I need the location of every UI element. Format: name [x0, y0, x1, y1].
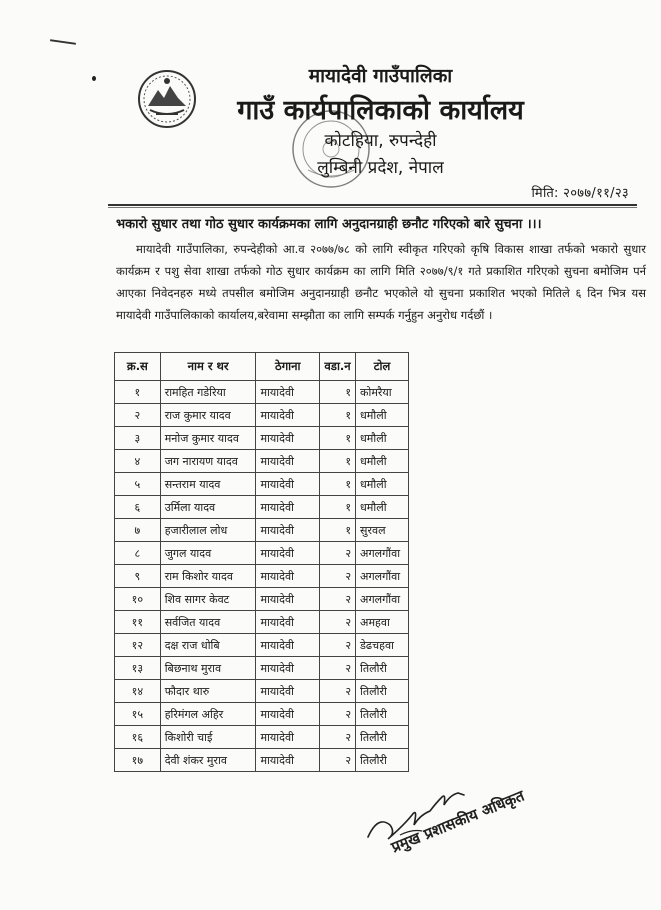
cell-address: मायादेवी	[256, 588, 320, 611]
cell-tole: अगलगौंवा	[356, 588, 409, 611]
cell-tole: कोमरैया	[356, 381, 409, 404]
cell-address: मायादेवी	[256, 404, 320, 427]
cell-ward: २	[320, 565, 356, 588]
cell-address: मायादेवी	[256, 680, 320, 703]
column-header-sn: क्र.स	[115, 353, 161, 381]
cell-sn: ३	[115, 427, 161, 450]
table-row	[115, 542, 409, 565]
province-country: लुम्बिनी प्रदेश, नेपाल	[317, 158, 444, 178]
table-row	[115, 450, 409, 473]
scan-mark	[50, 39, 76, 45]
cell-tole: धमौली	[356, 404, 409, 427]
column-header-address: ठेगाना	[256, 353, 320, 381]
cell-sn: ९	[115, 565, 161, 588]
cell-name: जग नारायण यादव	[160, 450, 256, 473]
cell-sn: ५	[115, 473, 161, 496]
cell-ward: २	[320, 657, 356, 680]
cell-tole: अगलगौंवा	[356, 565, 409, 588]
cell-address: मायादेवी	[256, 473, 320, 496]
cell-address: मायादेवी	[256, 634, 320, 657]
cell-name: सन्तराम यादव	[160, 473, 256, 496]
cell-tole: धमौली	[356, 450, 409, 473]
cell-ward: २	[320, 611, 356, 634]
cell-tole: तिलौरी	[356, 657, 409, 680]
table-row	[115, 565, 409, 588]
cell-sn: २	[115, 404, 161, 427]
cell-address: मायादेवी	[256, 657, 320, 680]
cell-ward: १	[320, 496, 356, 519]
table-row	[115, 519, 409, 542]
cell-tole: धमौली	[356, 427, 409, 450]
cell-tole: तिलौरी	[356, 703, 409, 726]
cell-name: बिछनाथ मुराव	[160, 657, 256, 680]
cell-ward: १	[320, 473, 356, 496]
office-title: गाउँ कार्यपालिकाको कार्यालय	[237, 95, 524, 126]
column-header-tole: टोल	[356, 353, 409, 381]
cell-name: राम किशोर यादव	[160, 565, 256, 588]
header-divider-thin	[108, 207, 637, 208]
cell-ward: २	[320, 680, 356, 703]
cell-tole: तिलौरी	[356, 749, 409, 772]
cell-ward: २	[320, 726, 356, 749]
cell-address: मायादेवी	[256, 611, 320, 634]
cell-sn: ७	[115, 519, 161, 542]
cell-name: हरिमंगल अहिर	[160, 703, 256, 726]
table-row	[115, 611, 409, 634]
cell-sn: १३	[115, 657, 161, 680]
office-location: कोटहिया, रुपन्देही	[324, 131, 437, 151]
cell-sn: १४	[115, 680, 161, 703]
table-row	[115, 496, 409, 519]
cell-ward: १	[320, 427, 356, 450]
cell-name: मनोज कुमार यादव	[160, 427, 256, 450]
cell-address: मायादेवी	[256, 496, 320, 519]
cell-address: मायादेवी	[256, 381, 320, 404]
cell-ward: १	[320, 450, 356, 473]
cell-ward: २	[320, 703, 356, 726]
cell-sn: १७	[115, 749, 161, 772]
cell-tole: अमहवा	[356, 611, 409, 634]
cell-name: फौदार थारु	[160, 680, 256, 703]
cell-ward: २	[320, 542, 356, 565]
cell-name: उर्मिला यादव	[160, 496, 256, 519]
cell-address: मायादेवी	[256, 542, 320, 565]
table-row	[115, 473, 409, 496]
notice-subject: भकारो सुधार तथा गोठ सुधार कार्यक्रमका लागि अनुदानग्राही छनौट गरिएको बारे सुचना ।।।	[116, 217, 542, 232]
cell-sn: १५	[115, 703, 161, 726]
column-header-ward: वडा.न	[320, 353, 356, 381]
cell-tole: अगलगौंवा	[356, 542, 409, 565]
header-divider	[108, 204, 637, 206]
cell-address: मायादेवी	[256, 519, 320, 542]
beneficiary-table	[114, 352, 409, 772]
cell-name: दक्ष राज धोबि	[160, 634, 256, 657]
cell-ward: १	[320, 404, 356, 427]
cell-ward: १	[320, 381, 356, 404]
municipality-name: मायादेवी गाउँपालिका	[308, 65, 453, 87]
cell-tole: तिलौरी	[356, 680, 409, 703]
cell-sn: ४	[115, 450, 161, 473]
table-row	[115, 404, 409, 427]
cell-sn: ११	[115, 611, 161, 634]
table-row	[115, 749, 409, 772]
cell-name: हजारीलाल लोध	[160, 519, 256, 542]
cell-tole: धमौली	[356, 473, 409, 496]
table-row	[115, 703, 409, 726]
cell-ward: १	[320, 519, 356, 542]
cell-name: राज कुमार यादव	[160, 404, 256, 427]
cell-address: मायादेवी	[256, 749, 320, 772]
cell-ward: २	[320, 749, 356, 772]
column-header-name: नाम र थर	[160, 353, 256, 381]
cell-address: मायादेवी	[256, 427, 320, 450]
cell-address: मायादेवी	[256, 450, 320, 473]
table-row	[115, 634, 409, 657]
table-row	[115, 381, 409, 404]
cell-name: रामहित गडेरिया	[160, 381, 256, 404]
table-row	[115, 726, 409, 749]
cell-address: मायादेवी	[256, 726, 320, 749]
cell-address: मायादेवी	[256, 703, 320, 726]
cell-name: किशोरी चाई	[160, 726, 256, 749]
cell-sn: १६	[115, 726, 161, 749]
notice-body: मायादेवी गाउँपालिका, रुपन्देहीको आ.व २०७७/७८ को लागि स्वीकृत गरिएको कृषि विकास शाखा तर्फको भकारो सुधार कार्यक्रम र पशु सेवा शाखा तर्फको गोठ सुधार कार्यक्रम का लागि मिति २०७७/९/१ गते प्रकाशित गरिएको सुचना बमोजिम पर्न आएका निवेदनहरु मध्ये तपसील बमोजिम अनुदानग्राही छनौट भएकोले यो सुचना प्रकाशित भएको मितिले ६ दिन भित्र यस मायादेवी गाउँपालिकाको कार्यालय,बरेवामा सम्झौता का लागि सम्पर्क गर्नुहुन अनुरोध गर्दछौं ।	[116, 242, 646, 322]
cell-name: शिव सागर केवट	[160, 588, 256, 611]
cell-sn: १०	[115, 588, 161, 611]
table-row	[115, 657, 409, 680]
cell-tole: डेढचहवा	[356, 634, 409, 657]
table-header-row	[115, 353, 409, 381]
cell-sn: १	[115, 381, 161, 404]
notice-date: मिति: २०७७/११/२३	[531, 186, 629, 201]
signatory-title: प्रमुख प्रशासकीय अधिकृत	[388, 786, 527, 857]
cell-ward: २	[320, 634, 356, 657]
cell-tole: तिलौरी	[356, 726, 409, 749]
cell-tole: सुरवल	[356, 519, 409, 542]
cell-name: सर्वजित यादव	[160, 611, 256, 634]
cell-sn: ६	[115, 496, 161, 519]
cell-sn: १२	[115, 634, 161, 657]
cell-sn: ८	[115, 542, 161, 565]
cell-name: जुगल यादव	[160, 542, 256, 565]
table-row	[115, 680, 409, 703]
cell-address: मायादेवी	[256, 565, 320, 588]
cell-ward: २	[320, 588, 356, 611]
cell-name: देवी शंकर मुराव	[160, 749, 256, 772]
table-row	[115, 588, 409, 611]
table-row	[115, 427, 409, 450]
cell-tole: धमौली	[356, 496, 409, 519]
